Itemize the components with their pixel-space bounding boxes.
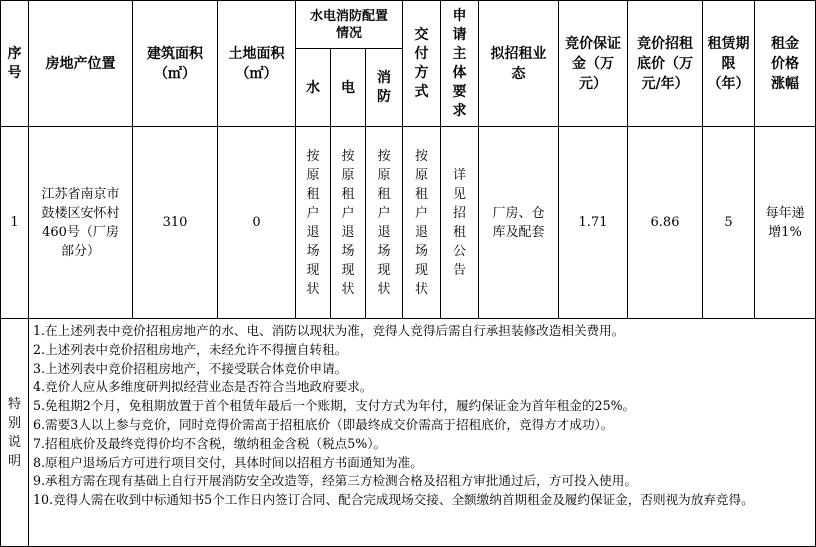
row-fire: 按原租户退场现状 (366, 127, 403, 319)
row-building-area: 310 (133, 127, 218, 319)
header-utility-group: 水电消防配置情况 (296, 1, 403, 49)
row-electric: 按原租户退场现状 (331, 127, 366, 319)
header-fire: 消防 (366, 49, 403, 127)
header-location: 房地产位置 (29, 1, 133, 127)
row-location: 江苏省南京市鼓楼区安怀村460号（厂房部分） (29, 127, 133, 319)
note-item: 2.上述列表中竞价招租房地产，未经允许不得擅自转租。 (33, 341, 348, 357)
header-building-area: 建筑面积（㎡） (133, 1, 218, 127)
row-business: 厂房、仓库及配套 (479, 127, 559, 319)
row-land-area: 0 (218, 127, 296, 319)
row-deposit: 1.71 (559, 127, 628, 319)
header-electric: 电 (331, 49, 366, 127)
notes-cell (29, 319, 816, 547)
note-item: 1.在上述列表中竞价招租房地产的水、电、消防以现状为准，竞得人竞得后需自行承担装修改造相关费用。 (33, 323, 625, 338)
row-seq: 1 (1, 127, 29, 319)
header-water: 水 (296, 49, 331, 127)
header-deposit: 竞价保证金（万元） (559, 1, 628, 127)
note-item: 4.竞价人应从多维度研判拟经营业态是否符合当地政府要求。 (33, 379, 373, 395)
note-item: 6.需要3人以上参与竞价，同时竞得价需高于招租底价（即最终成交价需高于招租底价，竞得方才成功）。 (33, 416, 614, 432)
header-applicant: 申请主体要求 (441, 1, 479, 127)
note-item: 5.免租期2个月，免租期放置于首个租赁年最后一个账期，支付方式为年付，履约保证金为首年租金的25%。 (33, 398, 636, 414)
note-item: 8.原租户退场后方可进行项目交付，具体时间以招租方书面通知为准。 (33, 454, 423, 470)
note-item: 7.招租底价及最终竞得价均不含税，缴纳租金含税（税点5%）。 (33, 435, 387, 451)
row-applicant: 详见招租公告 (441, 127, 479, 319)
row-increase: 每年递增1% (755, 127, 816, 319)
header-seq: 序号 (1, 1, 29, 127)
row-water: 按原租户退场现状 (296, 127, 331, 319)
header-term: 租赁期限（年） (703, 1, 755, 127)
header-delivery: 交付方式 (403, 1, 441, 127)
notes-label: 特别说明 (1, 319, 29, 547)
row-reserve-price: 6.86 (628, 127, 703, 319)
row-delivery: 按原租户退场现状 (403, 127, 441, 319)
header-reserve-price: 竞价招租底价（万元/年） (628, 1, 703, 127)
note-item: 3.上述列表中竞价招租房地产，不接受联合体竞价申请。 (33, 360, 348, 376)
header-business: 拟招租业态 (479, 1, 559, 127)
note-item: 10.竞得人需在收到中标通知书5个工作日内签订合同、配合完成现场交接、全额缴纳首期租金及履约保证金，否则视为放弃竞得。 (33, 492, 754, 508)
header-land-area: 土地面积（㎡） (218, 1, 296, 127)
note-item: 9.承租方需在现有基础上自行开展消防安全改造等，经第三方检测合格及招租方审批通过后，方可投入使用。 (33, 473, 637, 489)
header-increase: 租金价格涨幅 (755, 1, 816, 127)
row-term: 5 (703, 127, 755, 319)
